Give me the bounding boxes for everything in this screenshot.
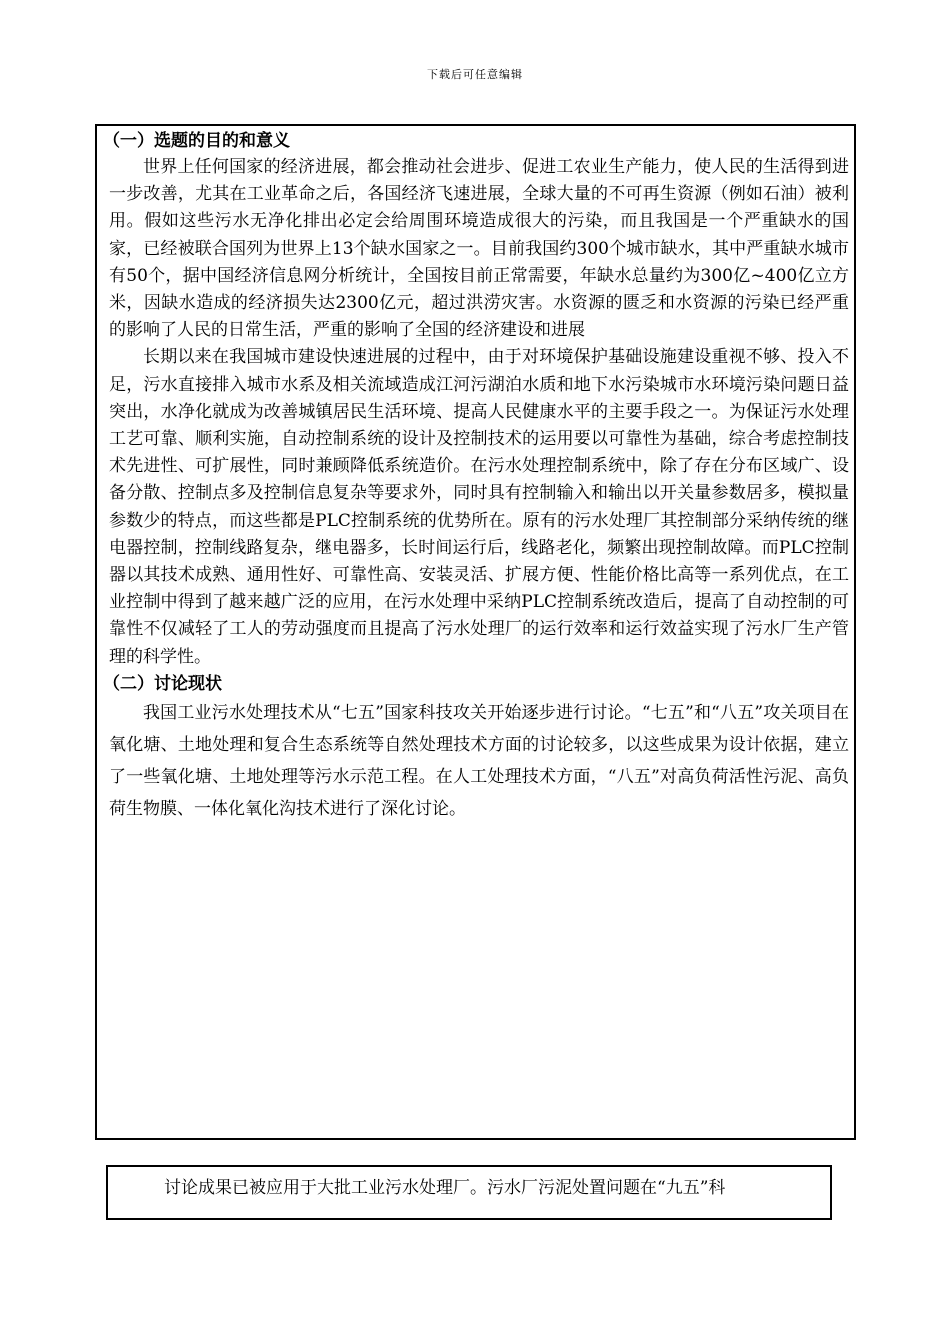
section-heading-purpose: （一）选题的目的和意义 (103, 131, 290, 151)
document-body (103, 130, 849, 825)
main-text-box (95, 124, 856, 1140)
paragraph-status: 我国工业污水处理技术从“七五”国家科技攻关开始逐步进行讨论。“七五”和“八五”攻关项目在氧化塘、土地处理和复合生态系统等自然处理技术方面的讨论较多，以这些成果为设计依据，建立了一些氧化塘、土地处理等污水示范工程。在人工处理技术方面，“八五”对高负荷活性污泥、高负荷生物膜、一体化氧化沟技术进行了深化讨论。 (109, 702, 849, 819)
continuation-text-box (106, 1165, 832, 1220)
paragraph-purpose-2: 长期以来在我国城市建设快速进展的过程中，由于对环境保护基础设施建设重视不够、投入不足，污水直接排入城市水系及相关流域造成江河污湖泊水质和地下水污染城市水环境污染问题日益突出，水净化就成为改善城镇居民生活环境、提高人民健康水平的主要手段之一。为保证污水处理工艺可靠、顺利实施，自动控制系统的设计及控制技术的运用要以可靠性为基础，综合考虑控制技术先进性、可扩展性，同时兼顾降低系统造价。在污水处理控制系统中，除了存在分布区域广、设备分散、控制点多及控制信息复杂等要求外，同时具有控制输入和输出以开关量参数居多，模拟量参数少的特点，而这些都是PLC控制系统的优势所在。原有的污水处理厂其控制部分采纳传统的继电器控制，控制线路复杂，继电器多，长时间运行后，线路老化，频繁出现控制故障。而PLC控制器以其技术成熟、通用性好、可靠性高、安装灵活、扩展方便、性能价格比高等一系列优点，在工业控制中得到了越来越广泛的应用，在污水处理中采纳PLC控制系统改造后，提高了自动控制的可靠性不仅减轻了工人的劳动强度而且提高了污水处理厂的运行效率和运行效益实现了污水厂生产管理的科学性。 (109, 347, 849, 667)
continuation-text: 讨论成果已被应用于大批工业污水处理厂。污水厂污泥处置问题在“九五”科 (164, 1178, 726, 1198)
paragraph-purpose-1: 世界上任何国家的经济进展，都会推动社会进步、促进工农业生产能力，使人民的生活得到进一步改善，尤其在工业革命之后，各国经济飞速进展，全球大量的不可再生资源（例如石油）被利用。假如这些污水无净化排出必定会给周围环境造成很大的污染，而且我国是一个严重缺水的国家，已经被联合国列为世界上13个缺水国家之一。目前我国约300个城市缺水，其中严重缺水城市有50个，据中国经济信息网分析统计，全国按目前正常需要，年缺水总量约为300亿~400亿立方米，因缺水造成的经济损失达2300亿元，超过洪涝灾害。水资源的匮乏和水资源的污染已经严重的影响了人民的日常生活，严重的影响了全国的经济建设和进展 (109, 157, 849, 341)
page-header-note: 下载后可任意编辑 (427, 68, 523, 81)
section-heading-status: （二）讨论现状 (103, 673, 222, 694)
